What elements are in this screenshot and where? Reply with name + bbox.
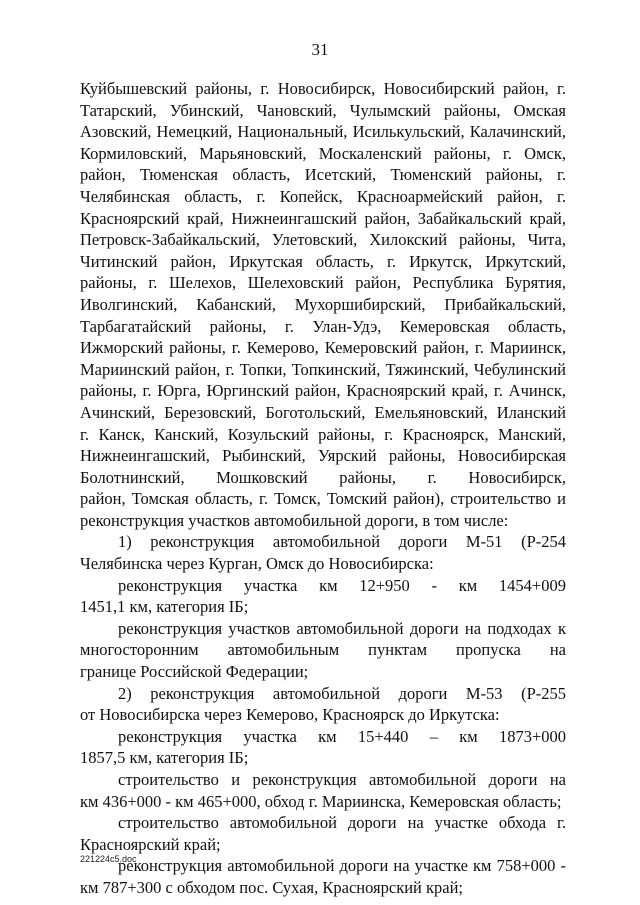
text-line: Мариинский район, г. Топки, Топкинский, Тяжинский, Чебулинский: [80, 359, 566, 379]
text-line: Болотнинский, Мошковский районы, г. Новосибирск,: [80, 467, 566, 487]
text-line: 1) реконструкция автомобильной дороги М-51 (Р-254: [118, 532, 566, 552]
text-line: Челябинская область, г. Копейск, Красноармейский район, г.: [80, 186, 566, 206]
text-line: Кормиловский, Марьяновский, Москаленский районы, г. Омск,: [80, 143, 566, 163]
text-line: строительство автомобильной дороги на участке обхода г.: [118, 813, 566, 833]
page-number: 31: [311, 40, 329, 59]
text-line: реконструкция участка км 12+950 - км 1454+009: [118, 575, 566, 595]
text-line: Иволгинский, Кабанский, Мухоршибирский, Прибайкальский,: [80, 294, 566, 314]
text-line: 1451,1 км, категория IБ;: [80, 597, 249, 617]
text-line: Азовский, Немецкий, Национальный, Исилькульский, Калачинский,: [80, 122, 566, 142]
text-line: Ачинский, Березовский, Боготольский, Емельяновский, Иланский: [80, 402, 566, 422]
text-line: Ижморский районы, г. Кемерово, Кемеровский район, г. Мариинск,: [80, 338, 566, 358]
text-line: Челябинска через Курган, Омск до Новосибирска:: [80, 554, 434, 574]
text-line: Читинский район, Иркутская область, г. Иркутск, Иркутский,: [80, 251, 566, 271]
text-line: районы, г. Шелехов, Шелеховский район, Республика Бурятия,: [80, 273, 566, 293]
text-line: строительство и реконструкция автомобильной дороги на: [118, 770, 566, 789]
text-line: г. Канск, Канский, Козульский районы, г. Красноярск, Манский,: [80, 424, 566, 444]
text-line: район, Тюменская область, Исетский, Тюменский районы, г.: [80, 165, 566, 185]
document-body: [80, 78, 566, 899]
text-line: Нижнеингашский, Рыбинский, Уярский районы, Новосибирская: [80, 446, 566, 466]
text-line: район, Томская область, г. Томск, Томский район), строительство и: [80, 489, 566, 509]
text-line: реконструкция участков автомобильной дороги, в том числе:: [80, 510, 509, 530]
text-line: реконструкция участка км 15+440 – км 1873+000: [118, 726, 566, 746]
text-line: 1857,5 км, категория IБ;: [80, 748, 249, 768]
text-line: Татарский, Убинский, Чановский, Чулымский районы, Омская: [80, 100, 566, 120]
text-line: км 787+300 с обходом пос. Сухая, Красноярский край;: [80, 877, 464, 897]
text-line: Тарбагатайский районы, г. Улан-Удэ, Кемеровская область,: [80, 316, 566, 336]
text-line: от Новосибирска через Кемерово, Красноярск до Иркутска:: [80, 705, 500, 725]
text-line: 2) реконструкция автомобильной дороги М-53 (Р-255: [118, 683, 566, 703]
text-line: реконструкция автомобильной дороги на участке км 758+000 -: [118, 856, 566, 876]
text-line: Петровск-Забайкальский, Улетовский, Хилокский районы, Чита,: [80, 230, 566, 250]
text-line: Красноярский край;: [80, 834, 221, 854]
text-line: многосторонним автомобильным пунктам пропуска на: [80, 640, 566, 660]
footer-file-name: 221224c5.doc: [80, 854, 137, 864]
text-line: Куйбышевский районы, г. Новосибирск, Новосибирский район, г.: [80, 79, 566, 98]
text-line: районы, г. Юрга, Юргинский район, Красноярский край, г. Ачинск,: [80, 381, 566, 401]
text-line: км 436+000 - км 465+000, обход г. Мариинска, Кемеровская область;: [80, 791, 562, 811]
text-line: реконструкция участков автомобильной дороги на подходах к: [118, 618, 566, 638]
text-line: Красноярский край, Нижнеингашский район, Забайкальский край,: [80, 208, 566, 228]
text-line: границе Российской Федерации;: [80, 662, 309, 682]
